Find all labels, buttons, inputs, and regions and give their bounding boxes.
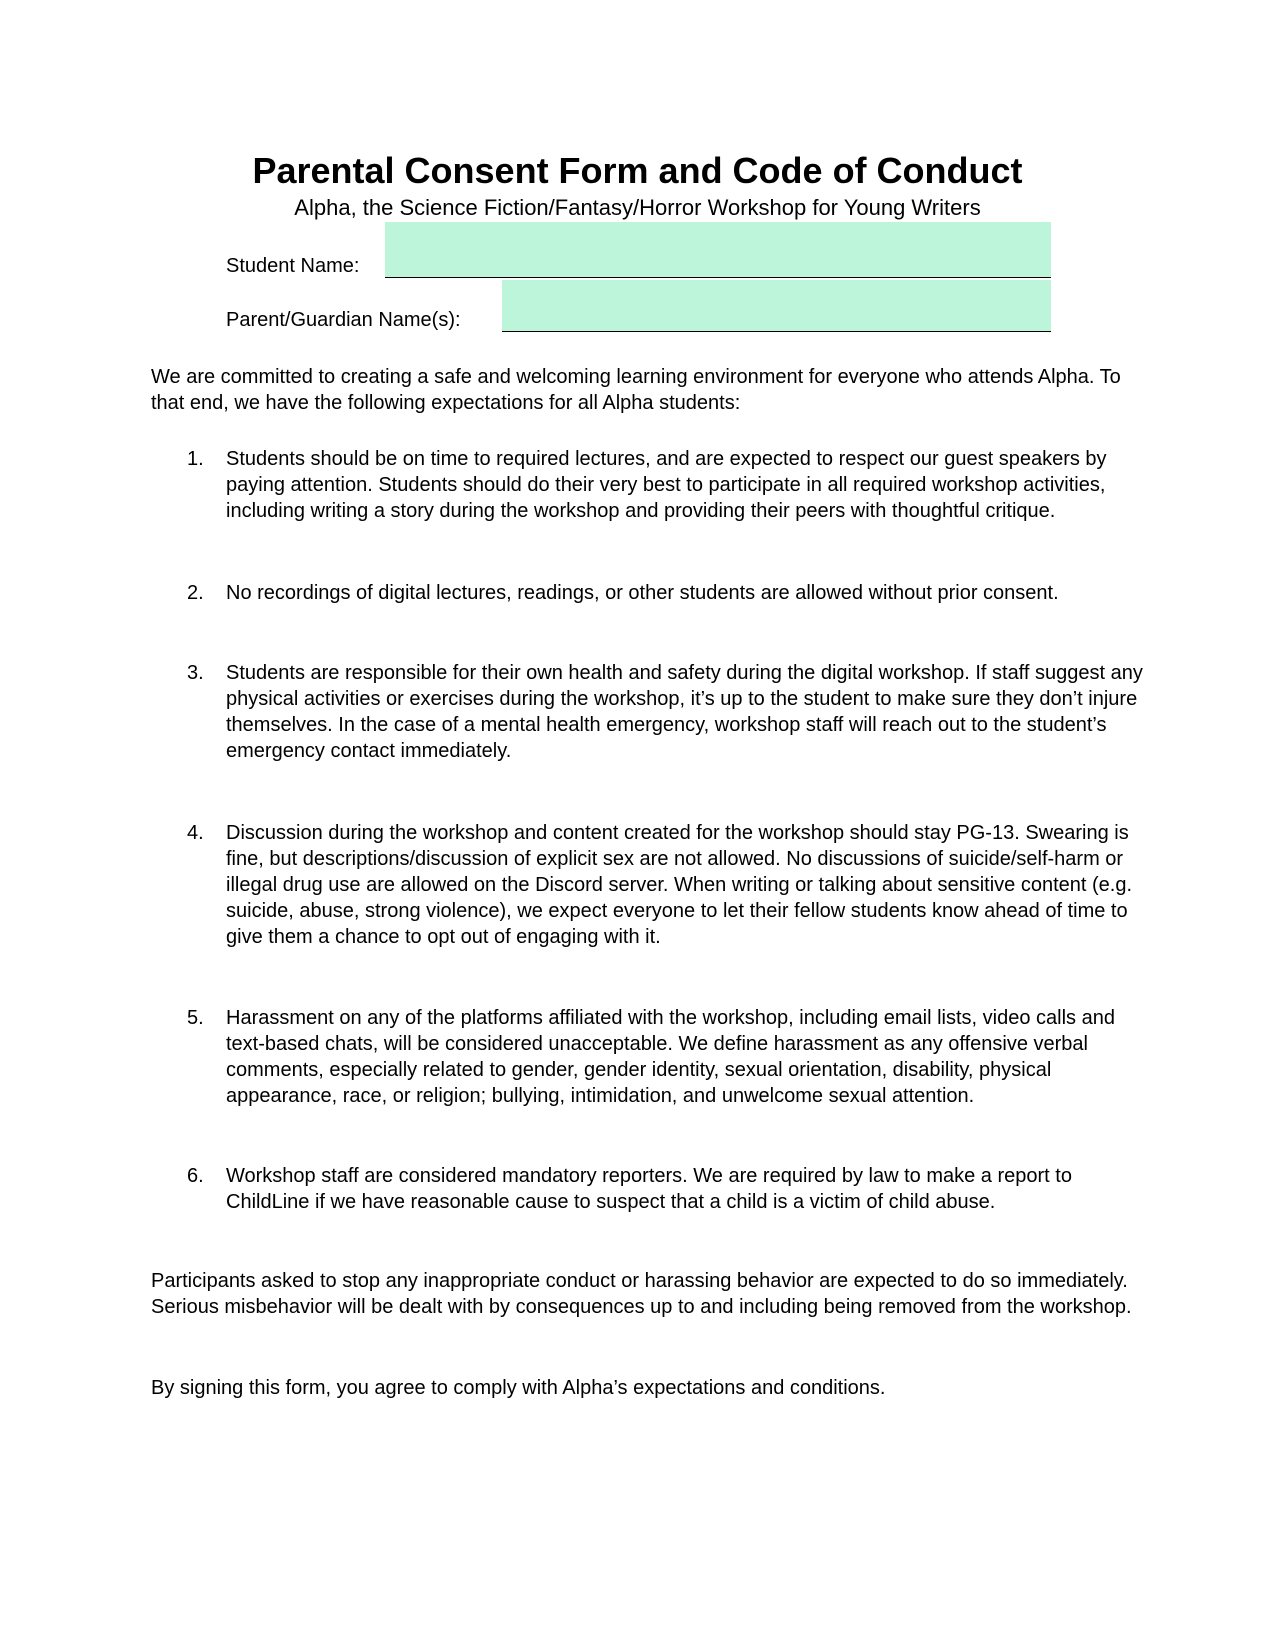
rule-text: Discussion during the workshop and content created for the workshop should stay PG-13. Swearing is fine, but descriptions/discussion of explicit sex are not allowed. No discussions of suicide/self-harm or illegal drug use are allowed on the Discord server. When writing or talking about sensitive content (e.g. suicide, abuse, strong violence), we expect everyone to let their fellow students know ahead of time to give them a chance to opt out of engaging with it.	[226, 822, 1133, 948]
closing-paragraph: Participants asked to stop any inappropriate conduct or harassing behavior are expected to do so immediately. Serious misbehavior will be dealt with by consequences up to and including being removed from the workshop.	[151, 1270, 1132, 1318]
rule-number: 2.	[187, 582, 204, 604]
rule-number: 1.	[187, 448, 204, 470]
rule-text: Students are responsible for their own health and safety during the digital workshop. If staff suggest any physical activities or exercises during the workshop, it’s up to the student to make sure they don’t injure themselves. In the case of a mental health emergency, workshop staff will reach out to the student’s emergency contact immediately.	[226, 662, 1143, 762]
page-title: Parental Consent Form and Code of Conduct	[252, 150, 1023, 191]
rule-text: Workshop staff are considered mandatory reporters. We are required by law to make a report to ChildLine if we have reasonable cause to suspect that a child is a victim of child abuse.	[226, 1165, 1072, 1213]
parent-name-label: Parent/Guardian Name(s):	[226, 309, 461, 331]
rule-number: 3.	[187, 662, 204, 684]
parent-name-field[interactable]	[502, 280, 1051, 332]
student-name-field[interactable]	[385, 222, 1051, 278]
rule-number: 6.	[187, 1165, 204, 1187]
rule-text: Harassment on any of the platforms affiliated with the workshop, including email lists, video calls and text-based chats, will be considered unacceptable. We define harassment as any offensive verbal comments, especially related to gender, gender identity, sexual orientation, disability, physical appearance, race, or religion; bullying, intimidation, and unwelcome sexual attention.	[226, 1007, 1115, 1107]
student-name-label: Student Name:	[226, 255, 360, 277]
rule-number: 5.	[187, 1007, 204, 1029]
rule-text: No recordings of digital lectures, readings, or other students are allowed without prior consent.	[226, 582, 1059, 604]
rule-text: Students should be on time to required lectures, and are expected to respect our guest speakers by paying attention. Students should do their very best to participate in all required workshop activities, including writing a story during the workshop and providing their peers with thoughtful critique.	[226, 448, 1107, 522]
rule-number: 4.	[187, 822, 204, 844]
page-subtitle: Alpha, the Science Fiction/Fantasy/Horror Workshop for Young Writers	[294, 195, 981, 220]
intro-paragraph: We are committed to creating a safe and welcoming learning environment for everyone who attends Alpha. To that end, we have the following expectations for all Alpha students:	[151, 366, 1121, 414]
parent-name-row	[226, 280, 1066, 333]
agreement-paragraph: By signing this form, you agree to comply with Alpha’s expectations and conditions.	[151, 1377, 886, 1399]
student-name-row	[226, 222, 1066, 279]
